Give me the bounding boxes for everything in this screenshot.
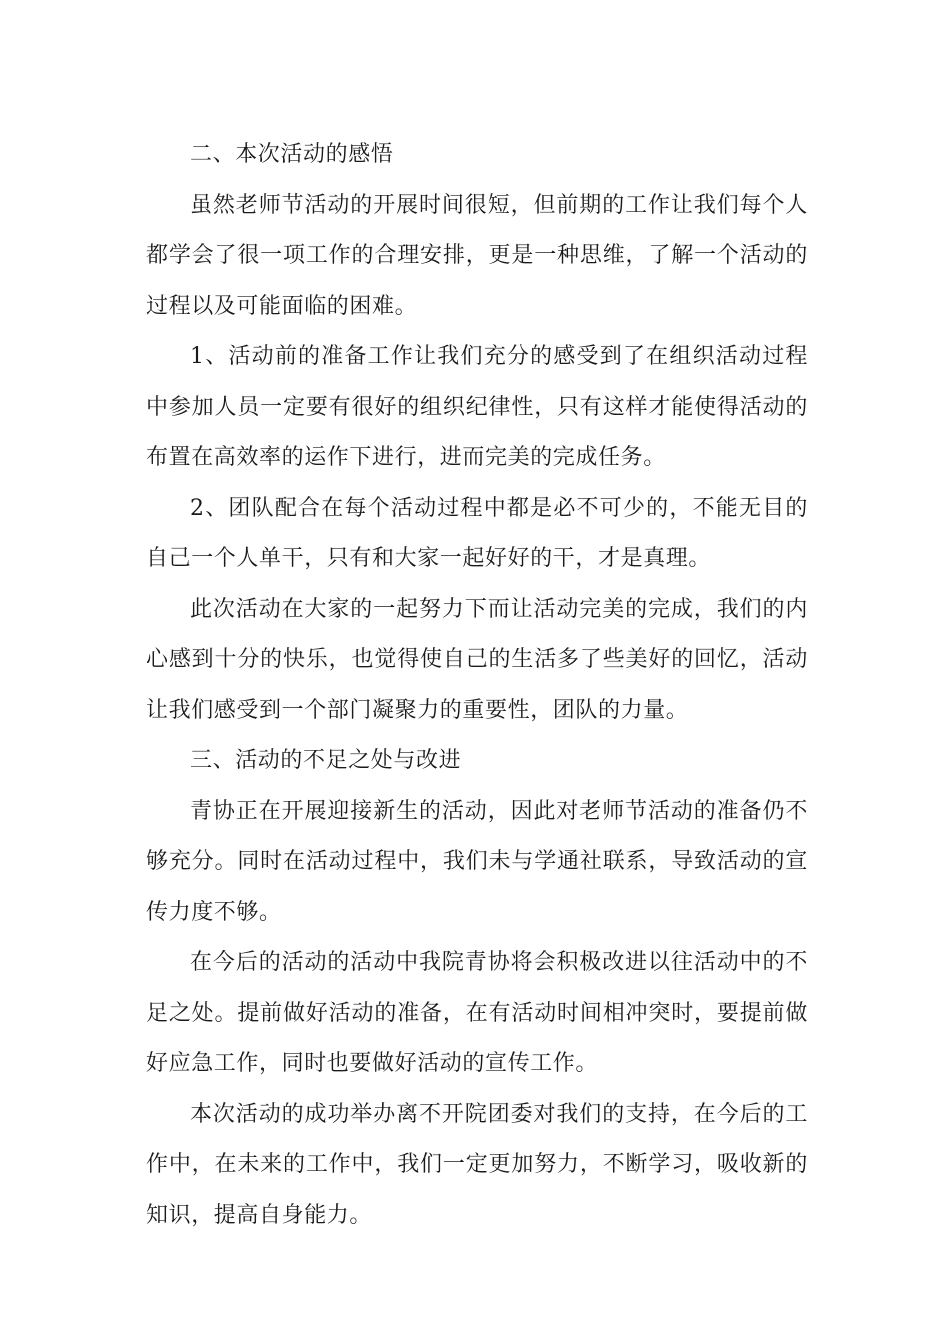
paragraph: 虽然老师节活动的开展时间很短，但前期的工作让我们每个人都学会了很一项工作的合理安排，更是一种思维，了解一个活动的过程以及可能面临的困难。	[146, 192, 808, 319]
section-heading-reflections: 二、本次活动的感悟	[190, 142, 394, 167]
paragraph: 此次活动在大家的一起努力下而让活动完美的完成，我们的内心感到十分的快乐，也觉得使自己的生活多了些美好的回忆，活动让我们感受到一个部门凝聚力的重要性，团队的力量。	[146, 596, 808, 723]
paragraph: 在今后的活动的活动中我院青协将会积极改进以往活动中的不足之处。提前做好活动的准备，在有活动时间相冲突时，要提前做好应急工作，同时也要做好活动的宣传工作。	[146, 950, 808, 1076]
paragraph: 1、活动前的准备工作让我们充分的感受到了在组织活动过程中参加人员一定要有很好的组织纪律性，只有这样才能使得活动的布置在高效率的运作下进行，进而完美的完成任务。	[146, 344, 808, 470]
paragraph: 2、团队配合在每个活动过程中都是必不可少的，不能无目的自己一个人单干，只有和大家一起好好的干，才是真理。	[146, 495, 808, 571]
document-body	[146, 130, 808, 1241]
section-heading-shortcomings: 三、活动的不足之处与改进	[190, 748, 462, 773]
paragraph: 青协正在开展迎接新生的活动，因此对老师节活动的准备仍不够充分。同时在活动过程中，我们未与学通社联系，导致活动的宣传力度不够。	[146, 798, 808, 925]
paragraph: 本次活动的成功举办离不开院团委对我们的支持，在今后的工作中，在未来的工作中，我们一定更加努力，不断学习，吸收新的知识，提高自身能力。	[146, 1101, 808, 1228]
